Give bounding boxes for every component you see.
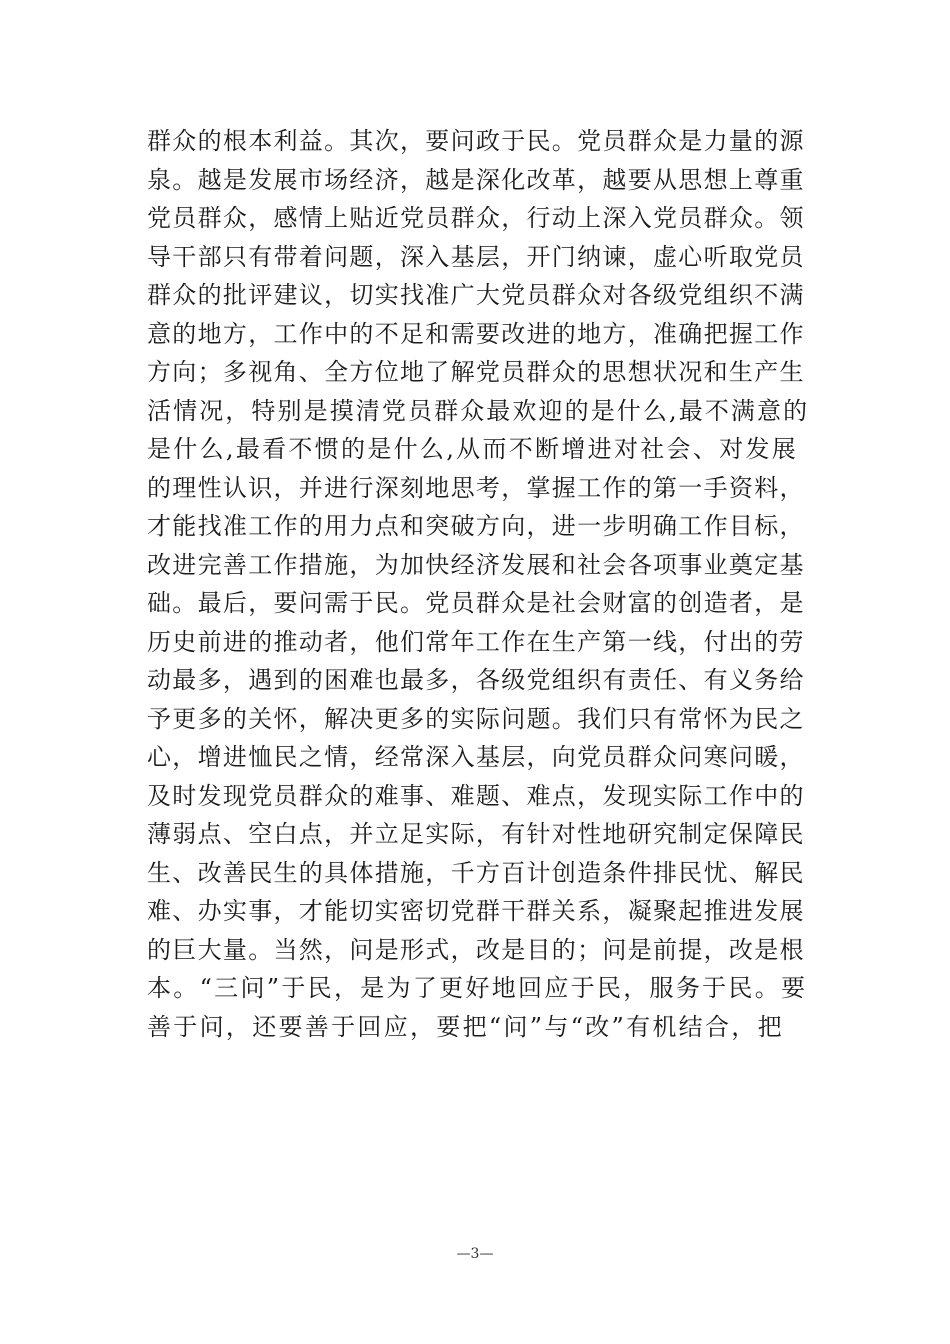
text-line: 历史前进的推动者，他们常年工作在生产第一线，付出的劳 xyxy=(147,627,805,656)
text-line: 活情况，特别是摸清党员群众最欢迎的是什么,最不满意的 xyxy=(147,396,810,425)
text-line: 群众的批评建议，切实找准广大党员群众对各级党组织不满 xyxy=(147,281,805,309)
text-line: 导干部只有带着问题，深入基层，开门纳谏，虚心听取党员 xyxy=(147,242,805,271)
text-line: 心，增进恤民之情，经常深入基层，向党员群众问寒问暖， xyxy=(147,743,805,771)
text-line: 方向；多视角、全方位地了解党员群众的思想状况和生产生 xyxy=(147,358,805,386)
text-line: 意的地方，工作中的不足和需要改进的地方，准确把握工作 xyxy=(147,319,805,348)
text-line: 难、办实事，才能切实密切党群干群关系，凝聚起推进发展 xyxy=(147,897,805,925)
body-text xyxy=(147,122,810,1046)
text-line: 予更多的关怀，解决更多的实际问题。我们只有常怀为民之 xyxy=(147,704,805,733)
text-line: 薄弱点、空白点，并立足实际，有针对性地研究制定保障民 xyxy=(147,820,805,848)
text-line: 党员群众，感情上贴近党员群众，行动上深入党员群众。领 xyxy=(147,204,805,232)
text-line: 才能找准工作的用力点和突破方向，进一步明确工作目标， xyxy=(147,512,805,540)
text-line: 本。“三问”于民，是为了更好地回应于民，服务于民。要 xyxy=(147,974,808,1002)
text-line: 的理性认识，并进行深刻地思考，掌握工作的第一手资料， xyxy=(147,473,805,502)
page-number: —3— xyxy=(456,1246,494,1262)
text-line: 泉。越是发展市场经济，越是深化改革，越要从思想上尊重 xyxy=(147,165,805,194)
text-line: 础。最后，要问需于民。党员群众是社会财富的创造者，是 xyxy=(147,589,805,617)
text-line: 的巨大量。当然，问是形式，改是目的；问是前提，改是根 xyxy=(147,935,805,964)
text-line: 群众的根本利益。其次，要问政于民。党员群众是力量的源 xyxy=(147,127,805,155)
text-line: 及时发现党员群众的难事、难题、难点，发现实际工作中的 xyxy=(147,781,805,810)
text-line: 动最多，遇到的困难也最多，各级党组织有责任、有义务给 xyxy=(147,666,805,694)
text-line: 生、改善民生的具体措施，千方百计创造条件排民忧、解民 xyxy=(147,858,805,887)
text-line: 善于问，还要善于回应，要把“问”与“改”有机结合，把 xyxy=(147,1012,784,1041)
text-line: 改进完善工作措施，为加快经济发展和社会各项事业奠定基 xyxy=(147,550,805,579)
text-line: 是什么,最看不惯的是什么,从而不断增进对社会、对发展 xyxy=(147,435,799,463)
